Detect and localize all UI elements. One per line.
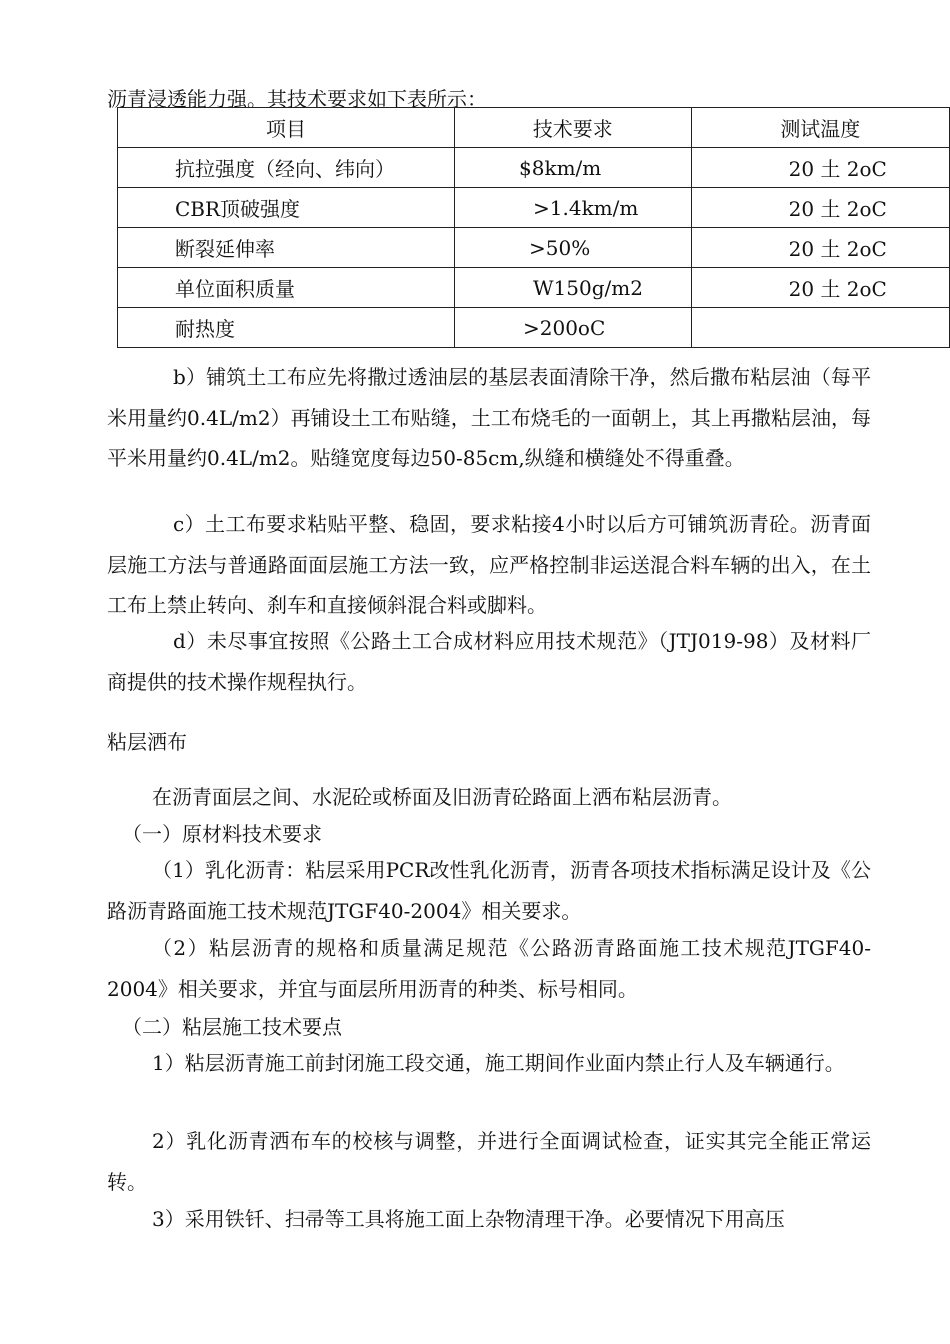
cell-requirement: >200oC: [455, 308, 692, 348]
paragraph-emulsified-asphalt: （1）乳化沥青：粘层采用PCR改性乳化沥青，沥青各项技术指标满足设计及《公路沥青路面施工技术规范JTGF40-2004》相关要求。: [107, 858, 871, 923]
cell-requirement: >1.4km/m: [455, 188, 692, 228]
table-row: [118, 308, 950, 348]
table-row: [118, 188, 950, 228]
paragraph-c: c）土工布要求粘贴平整、稳固，要求粘接4小时以后方可铺筑沥青砼。沥青面层施工方法与普通路面面层施工方法一致，应严格控制非运送混合料车辆的出入，在土工布上禁止转向、刹车和直接倾斜混合料或脚料。: [107, 512, 871, 617]
paragraph-asphalt-spec: （2）粘层沥青的规格和质量满足规范《公路沥青路面施工技术规范JTGF40-2004》相关要求，并宜与面层所用沥青的种类、标号相同。: [107, 936, 871, 1001]
header-item: 项目: [118, 108, 455, 148]
cell-temperature: 20 土 2oC: [691, 268, 949, 308]
cell-item: 单位面积质量: [118, 268, 455, 308]
cell-item: 断裂延伸率: [118, 228, 455, 268]
cell-item: CBR顶破强度: [118, 188, 455, 228]
spec-table: [117, 107, 950, 348]
header-temperature: 测试温度: [691, 108, 949, 148]
table-header-row: [118, 108, 950, 148]
cell-item: 耐热度: [118, 308, 455, 348]
cell-item: 抗拉强度（经向、纬向）: [118, 148, 455, 188]
subheading-construction: （二）粘层施工技术要点: [122, 1015, 342, 1039]
step-3: 3）采用铁钎、扫帚等工具将施工面上杂物清理干净。必要情况下用高压: [152, 1207, 785, 1231]
intro-line: 沥青浸透能力强。其技术要求如下表所示：: [107, 87, 487, 111]
section-intro: 在沥青面层之间、水泥砼或桥面及旧沥青砼路面上洒布粘层沥青。: [152, 785, 732, 809]
cell-temperature: 20 土 2oC: [691, 148, 949, 188]
subheading-materials: （一）原材料技术要求: [122, 822, 322, 846]
cell-temperature: 20 土 2oC: [691, 188, 949, 228]
step-2: 2）乳化沥青洒布车的校核与调整，并进行全面调试检查，证实其完全能正常运转。: [107, 1129, 871, 1194]
step-1: 1）粘层沥青施工前封闭施工段交通，施工期间作业面内禁止行人及车辆通行。: [152, 1051, 845, 1075]
cell-temperature: [691, 308, 949, 348]
cell-requirement: $8km/m: [455, 148, 692, 188]
paragraph-d: d）未尽事宜按照《公路土工合成材料应用技术规范》（JTJ019-98）及材料厂商提供的技术操作规程执行。: [107, 629, 871, 694]
header-requirement: 技术要求: [455, 108, 692, 148]
section-title: 粘层洒布: [107, 730, 187, 754]
cell-temperature: 20 土 2oC: [691, 228, 949, 268]
cell-requirement: >50%: [455, 228, 692, 268]
cell-requirement: W150g/m2: [455, 268, 692, 308]
table-row: [118, 148, 950, 188]
table-row: [118, 268, 950, 308]
table-row: [118, 228, 950, 268]
paragraph-b: b）铺筑土工布应先将撒过透油层的基层表面清除干净，然后撒布粘层油（每平米用量约0.4L/m2）再铺设土工布贴缝，土工布烧毛的一面朝上，其上再撒粘层油，每平米用量约0.4L/m2。贴缝宽度每边50-85cm,纵缝和横缝处不得重叠。: [107, 365, 871, 470]
